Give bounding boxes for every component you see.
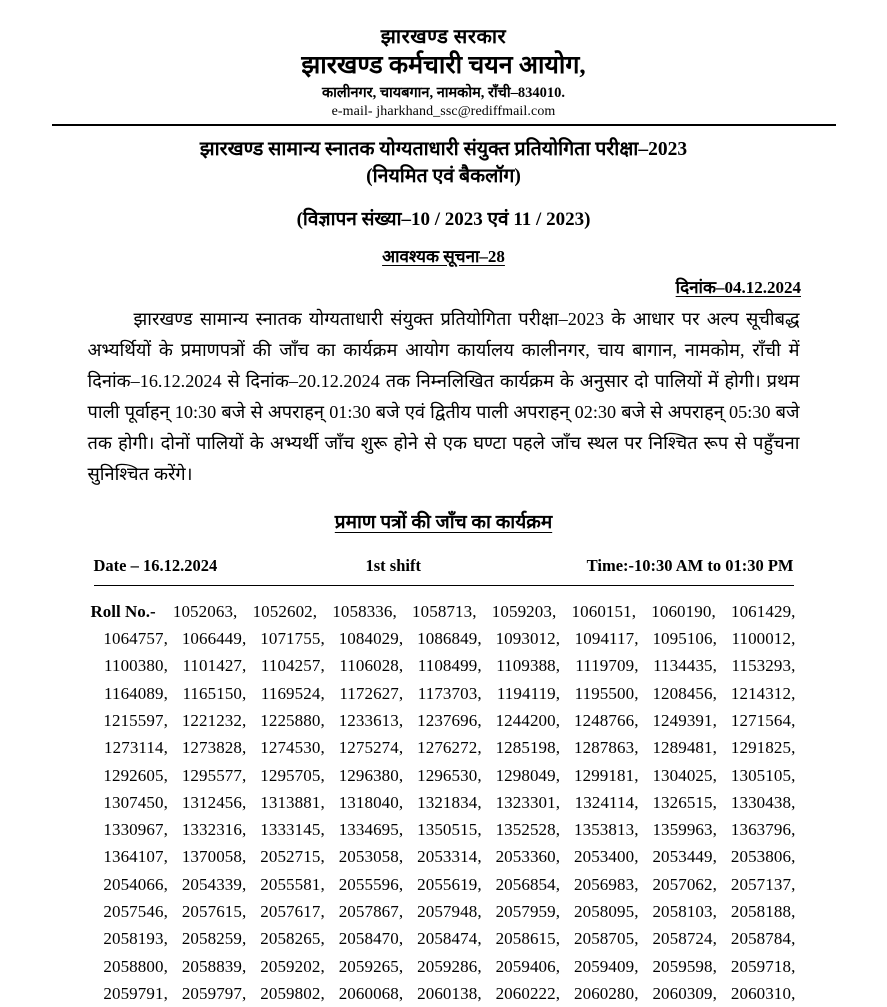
roll-number-row <box>91 734 797 761</box>
roll-number: 1299181, <box>574 765 639 785</box>
roll-number: 2057615, <box>181 902 247 922</box>
roll-number: 1276272, <box>417 738 482 758</box>
roll-number: 1060190, <box>651 601 716 621</box>
roll-number: 1153293, <box>731 656 796 676</box>
roll-number: 1215597, <box>103 710 168 730</box>
roll-number: 1292605, <box>103 765 168 785</box>
roll-number: 1271564, <box>730 710 796 730</box>
roll-number-list <box>91 598 797 1007</box>
roll-number: 1100380, <box>104 656 168 676</box>
roll-number: 1109388, <box>496 656 561 676</box>
roll-number: 1095106, <box>652 629 717 649</box>
roll-number: 1326515, <box>652 792 717 812</box>
roll-number: 2057617, <box>260 902 325 922</box>
roll-number: 1106028, <box>339 656 404 676</box>
roll-number: 2059791, <box>103 983 168 1003</box>
roll-number: 1296530, <box>417 765 482 785</box>
roll-number: 2060310, <box>730 983 796 1003</box>
roll-number-row <box>91 680 797 707</box>
roll-number: 2060068, <box>338 983 404 1003</box>
roll-number: 1274530, <box>260 738 325 758</box>
roll-number: 2059286, <box>417 956 482 976</box>
roll-number: 2058724, <box>652 929 717 949</box>
roll-number: 2058470, <box>338 929 404 949</box>
roll-number: 1333145, <box>260 820 325 840</box>
roll-number: 2053449, <box>652 847 717 867</box>
roll-number: 1165150, <box>182 683 247 703</box>
roll-number: 2057948, <box>417 902 482 922</box>
roll-number: 2052715, <box>260 847 325 867</box>
roll-number: 1169524, <box>260 683 325 703</box>
office-email: e-mail- jharkhand_ssc@rediffmail.com <box>331 103 556 119</box>
roll-number: 1313881, <box>260 792 325 812</box>
roll-number: 2054066, <box>103 874 168 894</box>
roll-number: 1237696, <box>417 710 482 730</box>
roll-number: 2053360, <box>495 847 561 867</box>
roll-number: 1370058, <box>181 847 247 867</box>
roll-number: 2058800, <box>103 956 168 976</box>
roll-number: 1291825, <box>730 738 796 758</box>
roll-number-row <box>91 789 797 816</box>
roll-number: 1058336, <box>332 601 397 621</box>
roll-number: 1164089, <box>104 683 168 703</box>
roll-number: 1248766, <box>574 710 639 730</box>
roll-number: 2060222, <box>495 983 561 1003</box>
office-address: कालीनगर, चायबगान, नामकोम, राँची–834010. <box>321 84 566 101</box>
roll-number-row <box>91 598 797 625</box>
roll-number: 1100012, <box>731 629 796 649</box>
roll-number: 1094117, <box>574 629 639 649</box>
roll-number: 1194119, <box>496 683 561 703</box>
roll-number: 1273828, <box>181 738 247 758</box>
roll-number: 2058095, <box>574 902 639 922</box>
roll-number: 2058784, <box>730 929 796 949</box>
roll-number-row <box>91 762 797 789</box>
roll-number: 1296380, <box>338 765 404 785</box>
roll-number: 1225880, <box>260 710 325 730</box>
roll-number: 2060138, <box>417 983 482 1003</box>
advertisement-number: (विज्ञापन संख्या–10 / 2023 एवं 11 / 2023) <box>296 209 591 231</box>
notice-date <box>0 275 887 298</box>
roll-number: 2059202, <box>260 956 325 976</box>
roll-number: 2053806, <box>730 847 796 867</box>
roll-number: 1060151, <box>571 601 637 621</box>
roll-number: 1323301, <box>495 792 561 812</box>
roll-number: 2059409, <box>574 956 639 976</box>
roll-number: 2059797, <box>181 983 247 1003</box>
roll-number: 2059718, <box>730 956 796 976</box>
roll-number: 1334695, <box>338 820 404 840</box>
notice-heading-text: आवश्यक सूचना–28 <box>382 246 505 266</box>
roll-number: 2054339, <box>181 874 247 894</box>
roll-number: 1086849, <box>417 629 482 649</box>
roll-number: 2059265, <box>338 956 404 976</box>
roll-number-row <box>91 707 797 734</box>
notice-body-paragraph: झारखण्ड सामान्य स्नातक योग्यताधारी संयुक्त प्रतियोगिता परीक्षा–2023 के आधार पर अल्प सूचीबद्ध अभ्यर्थियों के प्रमाणपत्रों की जाँच का कार्यक्रम आयोग कार्यालय कालीनगर, चाय बागान, नामकोम, राँची में दिनांक–16.12.2024 से दिनांक–20.12.2024 तक निम्नलिखित कार्यक्रम के अनुसार दो पालियों में होगी। प्रथम पाली पूर्वाहन् 10:30 बजे से अपराहन् 01:30 बजे एवं द्वितीय पाली अपराहन् 02:30 बजे से अपराहन् 05:30 बजे तक होगी। दोनों पालियों के अभ्यर्थी जाँच शुरू होने से एक घण्टा पहले जाँच स्थल पर निश्चित रूप से पहुँचना सुनिश्चित करेंगे। <box>87 308 800 484</box>
roll-number: 1059203, <box>491 601 557 621</box>
roll-number: 1330438, <box>730 792 796 812</box>
roll-number: 1058713, <box>412 601 477 621</box>
roll-number-row <box>91 980 797 1007</box>
roll-number: 1295705, <box>260 765 325 785</box>
government-name: झारखण्ड सरकार <box>380 26 507 48</box>
roll-number-row <box>91 871 797 898</box>
roll-number: 1104257, <box>260 656 325 676</box>
roll-number: 1134435, <box>653 656 717 676</box>
roll-number: 2053314, <box>417 847 482 867</box>
roll-number: 2055619, <box>417 874 482 894</box>
schedule-time: Time:-10:30 AM to 01:30 PM <box>586 555 794 575</box>
header-divider <box>52 124 836 126</box>
roll-number: 1285198, <box>495 738 561 758</box>
roll-number-row <box>91 816 797 843</box>
roll-number: 1364107, <box>103 847 168 867</box>
schedule-shift: 1st shift <box>365 555 421 575</box>
roll-number: 1324114, <box>574 792 639 812</box>
letterhead <box>0 0 887 120</box>
roll-number-row <box>91 925 797 952</box>
roll-number: 1071755, <box>260 629 325 649</box>
roll-number: 1221232, <box>181 710 247 730</box>
roll-number: 1066449, <box>181 629 247 649</box>
shift-header-divider <box>94 585 794 586</box>
roll-number: 2057062, <box>652 874 717 894</box>
roll-number: 1172627, <box>339 683 404 703</box>
roll-number: 1350515, <box>417 820 482 840</box>
roll-number: 2056854, <box>495 874 561 894</box>
commission-name: झारखण्ड कर्मचारी चयन आयोग, <box>301 51 586 79</box>
notice-date-text: दिनांक–04.12.2024 <box>675 277 801 297</box>
roll-number: 2057867, <box>338 902 404 922</box>
roll-number: 1208456, <box>652 683 717 703</box>
roll-number: 2058474, <box>417 929 482 949</box>
roll-number: 2055581, <box>260 874 325 894</box>
roll-number: 1298049, <box>495 765 561 785</box>
roll-number-label: Roll No.- <box>90 601 156 621</box>
schedule-date: Date – 16.12.2024 <box>93 555 218 575</box>
roll-number: 2058705, <box>574 929 639 949</box>
roll-number: 2057546, <box>103 902 168 922</box>
roll-number: 2058188, <box>730 902 796 922</box>
roll-number-row <box>91 843 797 870</box>
roll-number: 1275274, <box>338 738 404 758</box>
roll-number: 1304025, <box>652 765 717 785</box>
roll-number: 1173703, <box>417 683 482 703</box>
roll-number: 2058193, <box>103 929 168 949</box>
roll-number: 2058615, <box>495 929 561 949</box>
roll-number: 2059406, <box>495 956 561 976</box>
roll-number: 1307450, <box>103 792 168 812</box>
roll-number: 2059802, <box>260 983 325 1003</box>
roll-number: 1332316, <box>181 820 247 840</box>
roll-number: 2058103, <box>652 902 717 922</box>
roll-number: 1052602, <box>252 601 318 621</box>
roll-number: 1108499, <box>417 656 482 676</box>
roll-number: 1295577, <box>181 765 247 785</box>
roll-number: 1312456, <box>181 792 247 812</box>
roll-number: 1101427, <box>182 656 247 676</box>
roll-number: 2057137, <box>730 874 796 894</box>
roll-number: 1363796, <box>730 820 796 840</box>
exam-subtitle: (नियमित एवं बैकलॉग) <box>366 166 521 188</box>
roll-number: 2060280, <box>574 983 639 1003</box>
title-block <box>0 137 887 268</box>
roll-number: 1287863, <box>574 738 639 758</box>
roll-number: 1084029, <box>338 629 404 649</box>
roll-number: 2060309, <box>652 983 717 1003</box>
roll-number-row <box>91 625 797 652</box>
roll-number: 2058265, <box>260 929 325 949</box>
roll-number: 1061429, <box>730 601 796 621</box>
roll-number: 2059598, <box>652 956 717 976</box>
roll-number: 1352528, <box>495 820 561 840</box>
roll-number: 2058839, <box>181 956 247 976</box>
roll-number: 2055596, <box>338 874 404 894</box>
roll-number: 2058259, <box>181 929 247 949</box>
roll-number: 1318040, <box>338 792 404 812</box>
roll-number: 1064757, <box>103 629 168 649</box>
schedule-heading <box>0 508 887 534</box>
schedule-heading-text: प्रमाण पत्रों की जाँच का कार्यक्रम <box>334 511 553 533</box>
roll-number: 2053058, <box>338 847 404 867</box>
roll-number-row <box>91 652 797 679</box>
roll-number-row <box>91 953 797 980</box>
roll-number-row <box>91 898 797 925</box>
roll-number: 1330967, <box>103 820 168 840</box>
roll-number: 1093012, <box>495 629 561 649</box>
roll-number: 1289481, <box>652 738 717 758</box>
roll-number: 1195500, <box>574 683 639 703</box>
roll-number: 1244200, <box>495 710 561 730</box>
roll-number: 1233613, <box>338 710 404 730</box>
roll-number: 1353813, <box>574 820 639 840</box>
roll-number: 2057959, <box>495 902 561 922</box>
roll-number: 1214312, <box>730 683 796 703</box>
roll-number: 2056983, <box>574 874 639 894</box>
notice-heading <box>0 246 887 268</box>
shift-header-row <box>94 556 794 576</box>
roll-number: 1249391, <box>652 710 717 730</box>
roll-number: 2053400, <box>574 847 639 867</box>
roll-number: 1321834, <box>417 792 482 812</box>
roll-number: 1052063, <box>172 601 238 621</box>
exam-name: झारखण्ड सामान्य स्नातक योग्यताधारी संयुक्त प्रतियोगिता परीक्षा–2023 <box>199 139 688 161</box>
roll-number: 1119709, <box>575 656 639 676</box>
roll-number: 1359963, <box>652 820 717 840</box>
roll-number: 1305105, <box>730 765 796 785</box>
roll-number: 1273114, <box>104 738 168 758</box>
